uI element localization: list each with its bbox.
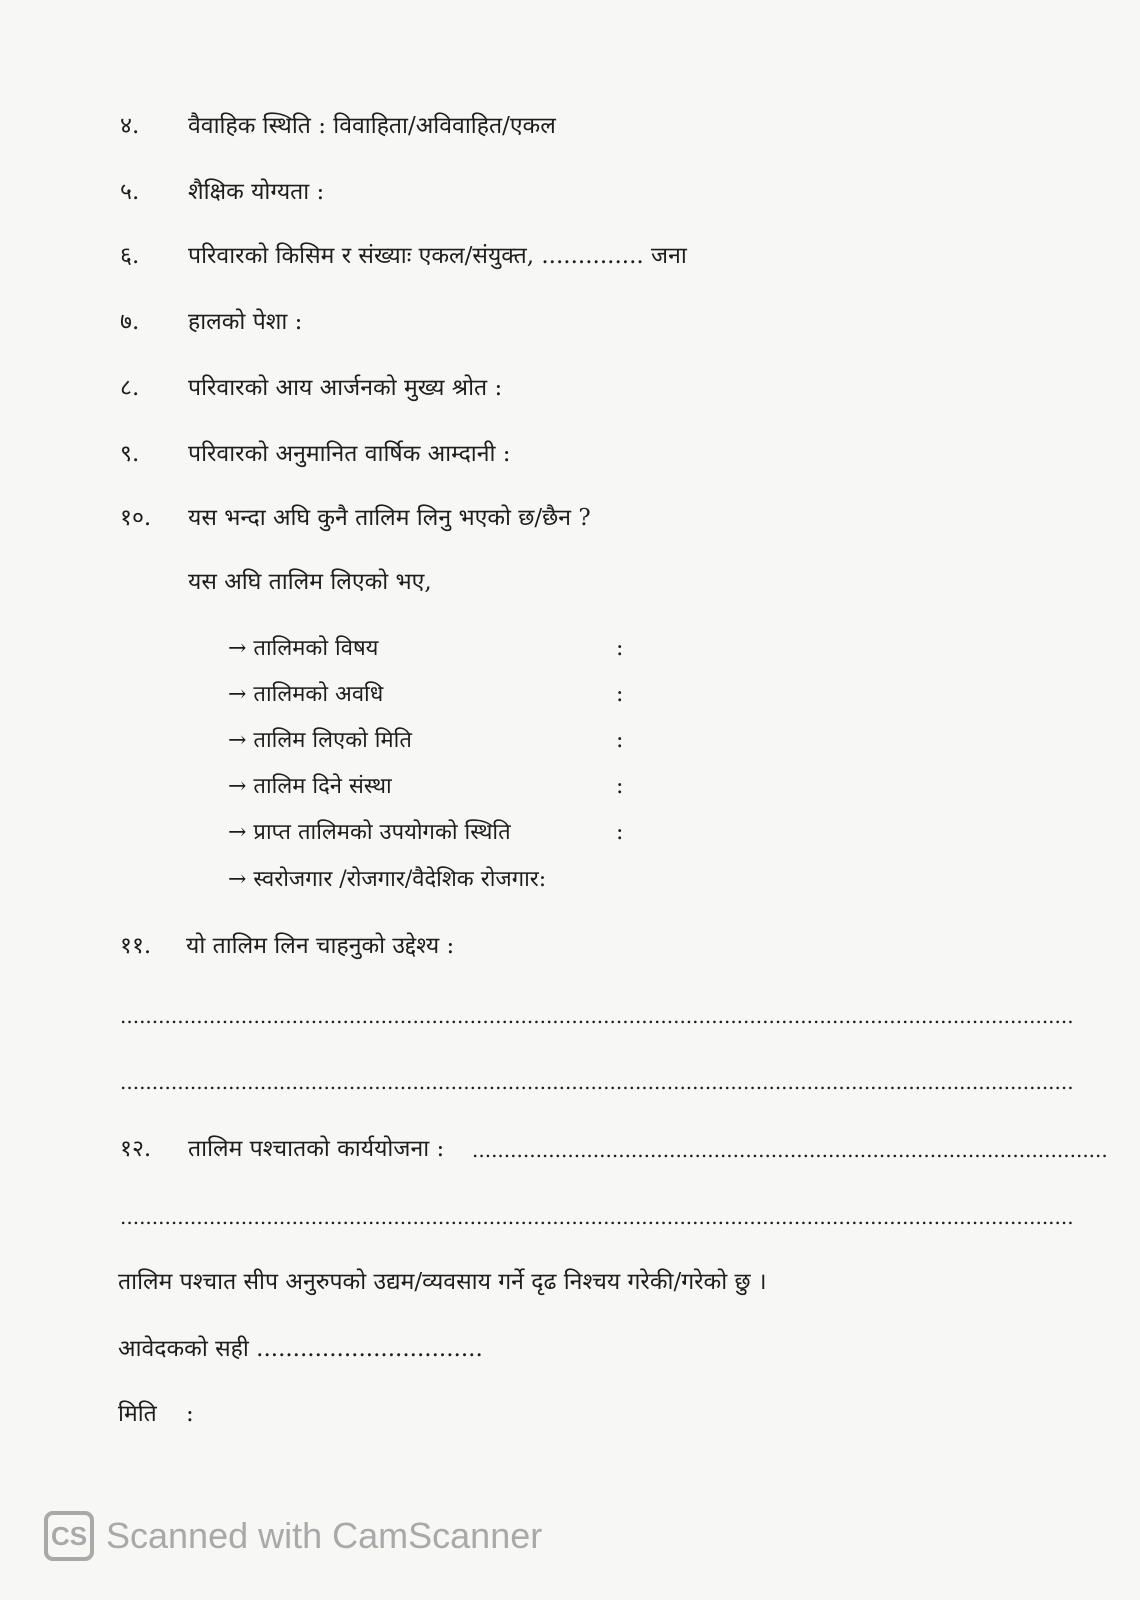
action-plan-line-2: ...................................................................................................................................................... — [120, 1205, 1074, 1229]
action-plan-line-1: .................................................................................................... — [472, 1138, 1108, 1162]
training-field-label: → तालिमको विषय — [228, 636, 379, 661]
training-field-label: → तालिम लिएको मिति — [228, 728, 412, 753]
answer-line-1: ...................................................................................................................................................... — [120, 1004, 1074, 1028]
training-field-label: → तालिम दिने संस्था — [228, 774, 392, 799]
item-text: वैवाहिक स्थिति : विवाहिता/अविवाहित/एकल — [188, 113, 556, 139]
item-number: ७. — [120, 309, 140, 335]
date-label: मिति — [118, 1401, 157, 1427]
training-field-colon: : — [616, 728, 624, 753]
item-number: ८. — [120, 375, 140, 401]
training-field-colon: : — [616, 774, 624, 799]
item-text: यस भन्दा अघि कुनै तालिम लिनु भएको छ/छैन ? — [188, 505, 591, 531]
item-text: परिवारको किसिम र संख्याः एकल/संयुक्त, .............. जना — [188, 243, 687, 269]
camscanner-watermark — [44, 1510, 542, 1562]
item-number: ९. — [120, 441, 140, 467]
answer-line-2: ...................................................................................................................................................... — [120, 1070, 1074, 1094]
training-field-colon: : — [616, 636, 624, 661]
item-12-number: १२. — [120, 1136, 152, 1162]
item-11-number: ११. — [120, 933, 152, 959]
training-field-colon: : — [616, 682, 624, 707]
item-number: ५. — [120, 179, 140, 205]
item-text: परिवारको अनुमानित वार्षिक आम्दानी : — [188, 441, 511, 467]
item-text: शैक्षिक योग्यता : — [188, 179, 325, 205]
training-field-label: → प्राप्त तालिमको उपयोगको स्थिति — [228, 820, 511, 845]
training-field-label: → तालिमको अवधि — [228, 682, 384, 707]
item-text: हालको पेशा : — [188, 309, 303, 335]
watermark-text: Scanned with CamScanner — [106, 1515, 543, 1556]
item-12-text: तालिम पश्चातको कार्ययोजना : — [188, 1136, 445, 1162]
item-11-text: यो तालिम लिन चाहनुको उद्देश्य : — [186, 933, 455, 959]
training-field-label: → स्वरोजगार /रोजगार/वैदेशिक रोजगार: — [228, 867, 547, 892]
item-text: परिवारको आय आर्जनको मुख्य श्रोत : — [188, 375, 503, 401]
camscanner-logo-icon: CS — [44, 1511, 94, 1561]
signature-label: आवेदकको सही ............................... — [118, 1336, 483, 1362]
previous-training-intro: यस अघि तालिम लिएको भए, — [188, 569, 432, 595]
date-colon: : — [186, 1401, 194, 1427]
item-number: ६. — [120, 243, 140, 269]
training-field-colon: : — [616, 820, 624, 845]
declaration-text: तालिम पश्चात सीप अनुरुपको उद्यम/व्यवसाय गर्ने दृढ निश्चय गरेकी/गरेको छु । — [118, 1269, 767, 1295]
item-number: १०. — [120, 505, 152, 531]
item-number: ४. — [120, 113, 140, 139]
